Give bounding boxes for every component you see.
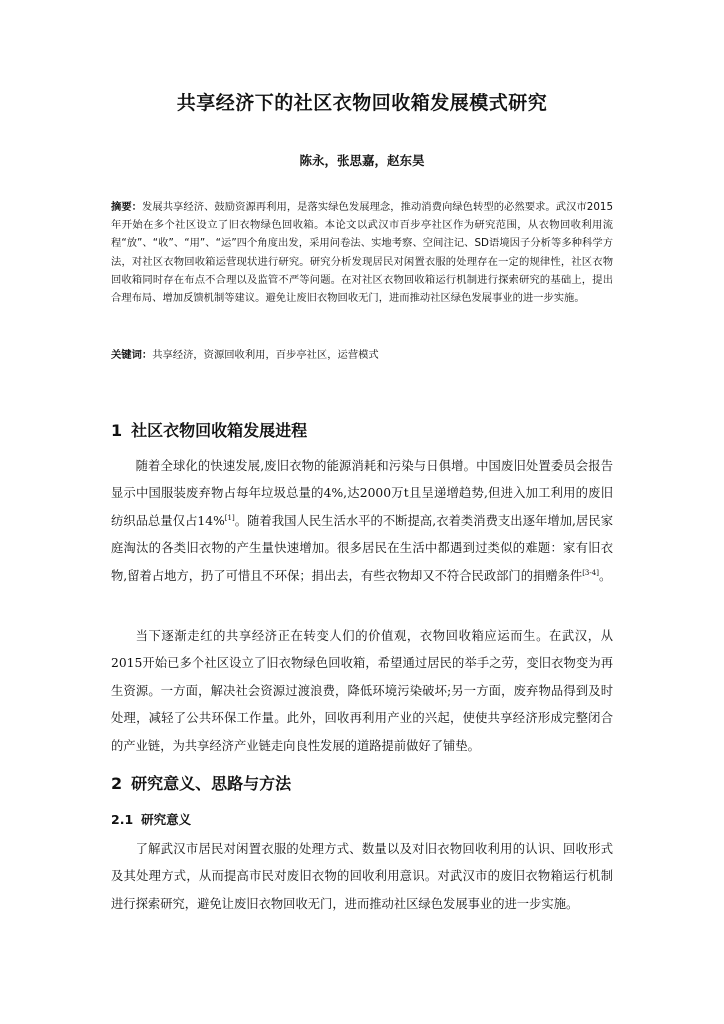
citation-3-4: [3-4]	[582, 568, 599, 577]
section-1-title: 社区衣物回收箱发展进程	[131, 421, 308, 440]
section-2-1-title: 研究意义	[141, 812, 192, 827]
section-2-title: 研究意义、思路与方法	[131, 774, 292, 793]
section-2-1-paragraph-1: 了解武汉市居民对闲置衣服的处理方式、数量以及对旧衣物回收利用的认识、回收形式及其处理方式，从而提高市民对废旧衣物的回收利用意识。对武汉市的废旧衣物箱运行机制进行探索研究，避免让废旧衣物回收无门，进而推动社区绿色发展事业的进一步实施。	[111, 842, 613, 911]
paper-authors: 陈永，张思嘉，赵东昊	[299, 153, 425, 168]
abstract-label: 摘要：	[111, 201, 143, 213]
section-1-p1-part-b: 。随着我国人民生活水平的不断提高,衣着类消费支出逐年增加,居民家庭淘汰的各类旧衣物的产生量快速增加。很多居民在生活中都遇到过类似的难题：家有旧衣物,留着占地方，扔了可惜且不环保；捐出去，有些衣物却又不符合民政部门的捐赠条件	[111, 513, 613, 583]
keywords	[111, 346, 613, 364]
section-2-number: 2	[111, 774, 123, 793]
abstract	[111, 198, 613, 307]
section-2-heading	[111, 771, 613, 794]
section-1-number: 1	[111, 421, 123, 440]
section-1-p1-part-c: 。	[598, 568, 612, 583]
section-1-heading	[111, 418, 613, 441]
section-2-1-heading	[111, 810, 613, 828]
abstract-text: 发展共享经济、鼓励资源再利用，是落实绿色发展理念，推动消费向绿色转型的必然要求。武汉市2015年开始在多个社区设立了旧衣物绿色回收箱。本论文以武汉市百步亭社区作为研究范围，从衣物回收利用流程“放”、“收”、“用”、“运”四个角度出发，采用问卷法、实地考察、空间注记、SD语境因子分析等多种科学方法，对社区衣物回收箱运营现状进行研究。研究分析发现居民对闲置衣服的处理存在一定的规律性，社区衣物回收箱同时存在布点不合理以及监管不严等问题。在对社区衣物回收箱运行机制进行探索研究的基础上，提出合理布局、增加反馈机制等建议。避免让废旧衣物回收无门，进而推动社区绿色发展事业的进一步实施。	[111, 201, 614, 305]
section-1-paragraph-2: 当下逐渐走红的共享经济正在转变人们的价值观，衣物回收箱应运而生。在武汉，从2015开始已多个社区设立了旧衣物绿色回收箱，希望通过居民的举手之劳，变旧衣物变为再生资源。一方面，解决社会资源过渡浪费，降低环境污染破坏;另一方面，废弃物品得到及时处理，减轻了公共环保工作量。此外，回收再利用产业的兴起，使使共享经济形成完整闭合的产业链，为共享经济产业链走向良性发展的道路提前做好了铺垫。	[111, 629, 613, 753]
section-2-1-number: 2.1	[111, 812, 134, 827]
section-1-p1-part-a: 随着全球化的快速发展,废旧衣物的能源消耗和污染与日俱增。中国废旧处置委员会报告显示中国服装废弃物占每年垃圾总量的4%,达2000万t且呈递增趋势,但进入加工利用的废旧纺织品总量仅占14%	[111, 459, 613, 528]
keywords-label: 关键词：	[111, 349, 153, 361]
paper-title: 共享经济下的社区衣物回收箱发展模式研究	[176, 92, 548, 114]
citation-1: [1]	[224, 513, 235, 522]
section-1-paragraph-1	[111, 453, 613, 590]
keywords-text: 共享经济，资源回收利用，百步亭社区，运营模式	[152, 349, 379, 361]
